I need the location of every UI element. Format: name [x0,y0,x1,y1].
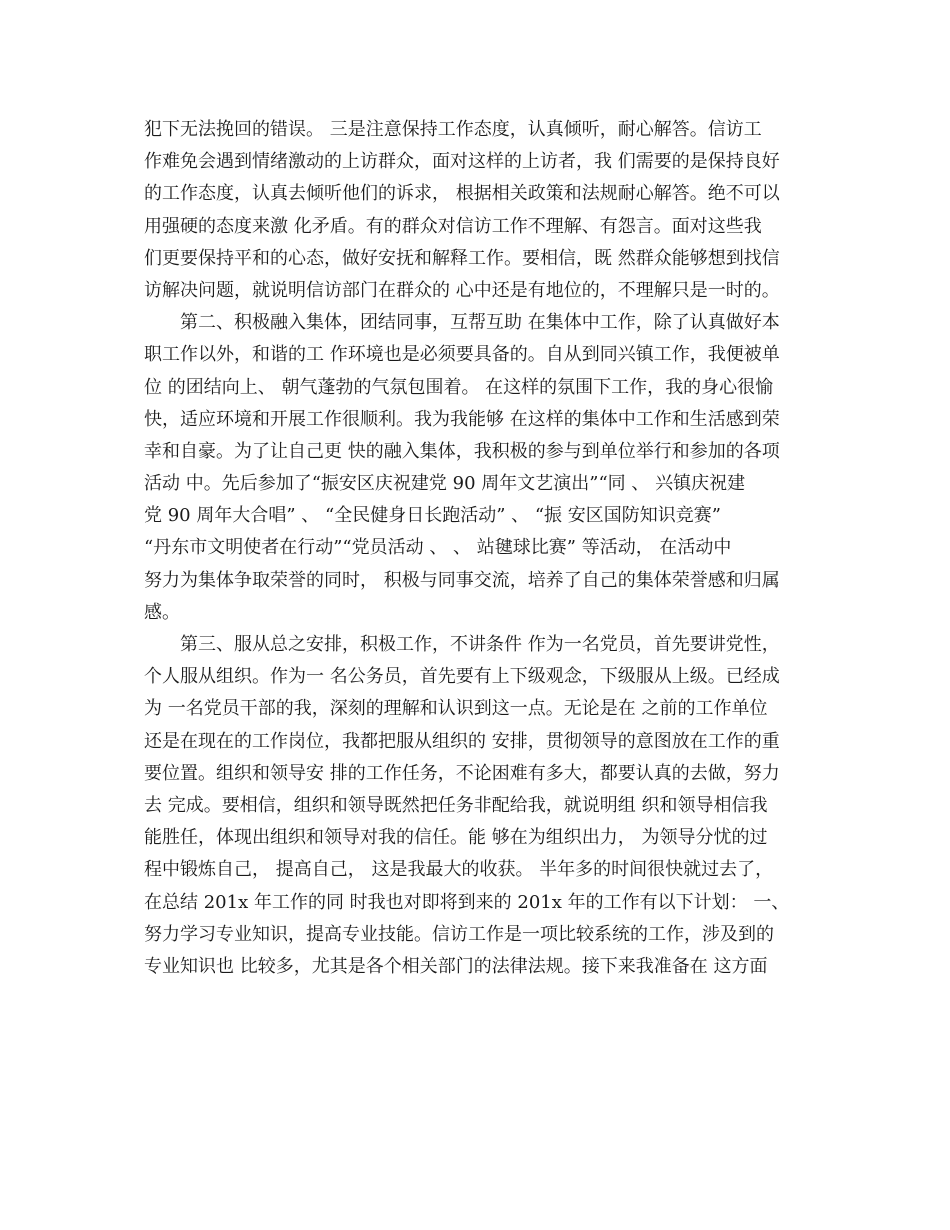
text-line: 在总结 201x 年工作的同 时我也对即将到来的 201x 年的工作有以下计划： 一、 [144,891,790,913]
text-line: 为 一名党员干部的我，深刻的理解和认识到这一点。无论是在 之前的工作单位 [144,698,768,720]
text-line: 职工作以外，和谐的工 作环境也是必须要具备的。自从到同兴镇工作，我便被单 [144,344,780,366]
text-line: 位 的团结向上、 朝气蓬勃的气氛包围着。 在这样的氛围下工作，我的身心很愉 [144,376,774,398]
text-line: 活动 中。先后参加了“振安区庆祝建党 90 周年文艺演出”“同 、 兴镇庆祝建 [144,473,746,495]
body-text [144,114,814,983]
text-line: 快，适应环境和开展工作很顺利。我为我能够 在这样的集体中工作和生活感到荣 [144,408,780,430]
text-line: 专业知识也 比较多，尤其是各个相关部门的法律法规。接下来我准备在 这方面 [144,955,768,977]
text-line: 努力学习专业知识，提高专业技能。信访工作是一项比较系统的工作，涉及到的 [144,923,774,945]
text-line: 程中锻炼自己， 提高自己， 这是我最大的收获。 半年多的时间很快就过去了， [144,859,774,881]
text-line: 的工作态度，认真去倾听他们的诉求， 根据相关政策和法规耐心解答。绝不可以 [144,183,780,205]
text-line: 们更要保持平和的心态，做好安抚和解释工作。要相信，既 然群众能够想到找信 [144,247,780,269]
text-line: 犯下无法挽回的错误。 三是注意保持工作态度，认真倾听，耐心解答。信访工 [144,119,762,140]
text-line: 个人服从组织。作为一 名公务员，首先要有上下级观念，下级服从上级。已经成 [144,666,780,688]
text-line: 第二、积极融入集体，团结同事，互帮互助 在集体中工作，除了认真做好本 [144,312,780,334]
text-line: 用强硬的态度来激 化矛盾。有的群众对信访工作不理解、有怨言。面对这些我 [144,215,762,237]
text-line: 第三、服从总之安排，积极工作，不讲条件 作为一名党员，首先要讲党性， [144,634,780,655]
text-line: 党 90 周年大合唱” 、 “全民健身日长跑活动” 、 “振 安区国防知识竞赛” [144,505,721,527]
text-line: 访解决问题，就说明信访部门在群众的 心中还是有地位的，不理解只是一时的。 [144,279,780,301]
text-line: 能胜任，体现出组织和领导对我的信任。能 够在为组织出力， 为领导分忧的过 [144,827,768,849]
text-line: 去 完成。要相信，组织和领导既然把任务非配给我，就说明组 织和领导相信我 [144,794,768,816]
text-line: 要位置。组织和领导安 排的工作任务，不论困难有多大，都要认真的去做，努力 [144,762,780,784]
text-line: 作难免会遇到情绪激动的上访群众，面对这样的上访者，我 们需要的是保持良好 [144,151,780,173]
text-line: “丹东市文明使者在行动”“党员活动 、 、 站毽球比赛” 等活动， 在活动中 [144,537,732,559]
text-line: 幸和自豪。为了让自己更 快的融入集体，我积极的参与到单位举行和参加的各项 [144,440,780,462]
text-line: 努力为集体争取荣誉的同时， 积极与同事交流，培养了自己的集体荣誉感和归属 [144,569,780,591]
text-line: 还是在现在的工作岗位，我都把服从组织的 安排，贯彻领导的意图放在工作的重 [144,730,780,752]
text-line: 感。 [144,601,180,623]
